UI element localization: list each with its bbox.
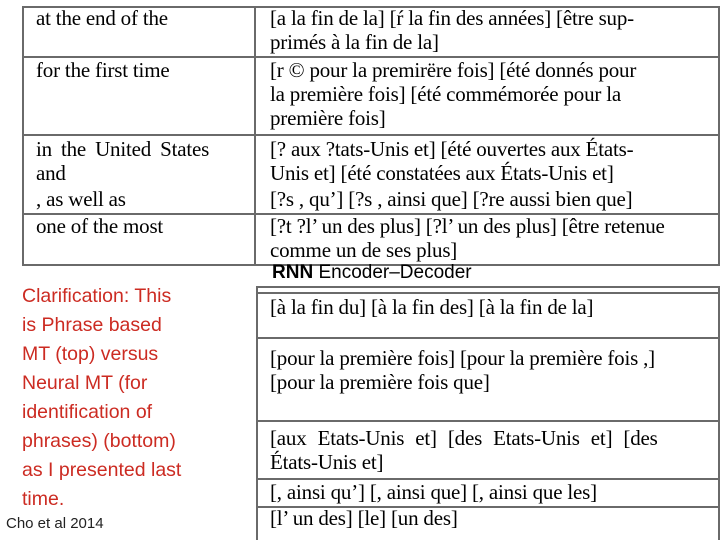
table-rule (718, 6, 720, 265)
note-line: time. (22, 488, 65, 510)
table-rule (718, 286, 720, 540)
target-phrases (270, 137, 710, 185)
target-phrases (270, 187, 710, 211)
source-phrase (36, 58, 246, 82)
source-phrase (36, 214, 246, 238)
heading-rest: Encoder–Decoder (313, 262, 472, 283)
target-line: [? aux ?tats-Unis et] [été ouvertes aux États- (270, 137, 634, 161)
phrase-based-table (22, 0, 720, 266)
target-line: [?s , qu’] [?s , ainsi que] [?re aussi bien que] (270, 187, 633, 211)
rnn-phrases (270, 295, 712, 319)
target-line: Unis et] [été constatées aux États-Unis et] (270, 161, 614, 185)
target-line: première fois] (270, 106, 386, 130)
target-phrases (270, 6, 710, 54)
target-line: États-Unis et] (270, 450, 384, 474)
target-line: [a la fin de la] [ŕ la fin des années] [être sup- (270, 6, 634, 30)
table-rule (256, 337, 720, 339)
target-phrases (270, 214, 710, 262)
rnn-encoder-decoder-heading (272, 262, 712, 284)
source-phrase (36, 187, 246, 211)
target-line: [pour la première fois que] (270, 370, 490, 394)
table-rule (256, 292, 720, 294)
source-line: , as well as (36, 187, 126, 211)
target-line: comme un de ses plus] (270, 238, 458, 262)
note-line: MT (top) versus (22, 343, 159, 365)
table-rule (256, 286, 258, 540)
target-line: la première fois] [été commémorée pour la (270, 82, 621, 106)
note-line: Neural MT (for (22, 372, 148, 394)
target-line: [l’ un des] [le] [un des] (270, 506, 458, 530)
source-line: one of the most (36, 214, 164, 238)
clarification-note (22, 282, 212, 514)
note-line: identification of (22, 401, 153, 423)
target-line: primés à la fin de la] (270, 30, 439, 54)
target-line: [pour la première fois] [pour la première fois ,] (270, 346, 655, 370)
source-line: in the United States (36, 137, 210, 161)
note-line: Clarification: This (22, 285, 172, 307)
target-line: [, ainsi qu’] [, ainsi que] [, ainsi que les] (270, 480, 597, 504)
rnn-phrases (270, 346, 712, 394)
target-line: [?t ?l’ un des plus] [?l’ un des plus] [être retenue (270, 214, 665, 238)
source-line: at the end of the (36, 6, 168, 30)
note-line: phrases) (bottom) (22, 430, 176, 452)
table-rule (256, 286, 720, 288)
target-phrases (270, 58, 710, 130)
citation: Cho et al 2014 (6, 515, 104, 532)
source-line: for the first time (36, 58, 170, 82)
note-line: is Phrase based (22, 314, 162, 336)
target-line: [à la fin du] [à la fin des] [à la fin de la] (270, 295, 594, 319)
table-rule (256, 420, 720, 422)
note-line: as I presented last (22, 459, 182, 481)
rnn-phrases (270, 426, 712, 474)
target-line: [aux Etats-Unis et] [des Etats-Unis et] [des (270, 426, 658, 450)
neural-mt-table (256, 286, 720, 540)
target-line: [r © pour la premirëre fois] [été donnés pour (270, 58, 637, 82)
table-rule (22, 134, 720, 136)
table-rule (22, 6, 24, 265)
heading-bold: RNN (272, 262, 314, 283)
source-phrase (36, 137, 246, 185)
source-phrase (36, 6, 246, 30)
rnn-phrases (270, 480, 712, 504)
table-rule (254, 6, 256, 265)
source-line: and (36, 161, 66, 185)
rnn-phrases (270, 506, 712, 530)
